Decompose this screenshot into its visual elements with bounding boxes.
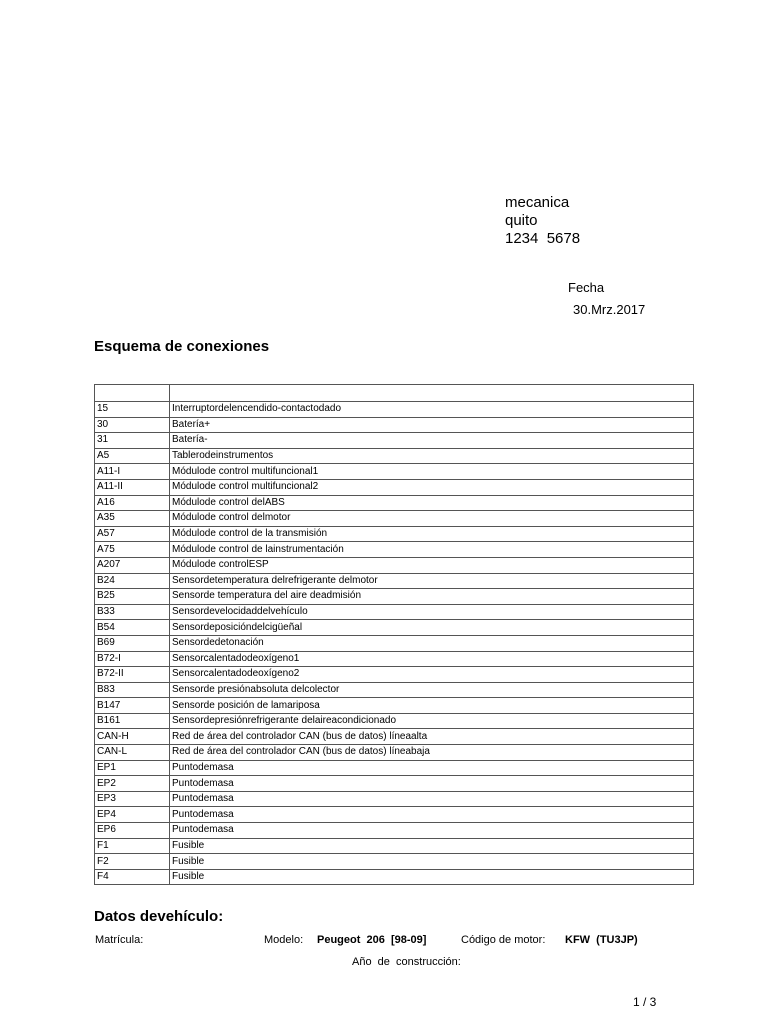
table-header-row: [95, 385, 694, 402]
component-description: Módulode control multifuncional2: [170, 479, 694, 495]
component-description: Módulode controlESP: [170, 557, 694, 573]
component-code: EP1: [95, 760, 170, 776]
table-header-cell: [95, 385, 170, 402]
component-description: Sensorcalentadodeoxígeno1: [170, 651, 694, 667]
component-code: A16: [95, 495, 170, 511]
component-code: B25: [95, 589, 170, 605]
component-description: Sensorde presiónabsoluta delcolector: [170, 682, 694, 698]
component-code: B24: [95, 573, 170, 589]
table-row: [95, 729, 694, 745]
component-code: B161: [95, 713, 170, 729]
component-description: Puntodemasa: [170, 823, 694, 839]
component-description: Interruptordelencendido-contactodado: [170, 402, 694, 418]
component-description: Módulode control delmotor: [170, 511, 694, 527]
table-row: [95, 402, 694, 418]
table-row: [95, 698, 694, 714]
motor-value: KFW (TU3JP): [565, 934, 638, 946]
component-description: Sensordepresiónrefrigerante delaireacondicionado: [170, 713, 694, 729]
component-code: B147: [95, 698, 170, 714]
vehicle-data-title: Datos devehículo:: [94, 908, 224, 925]
component-code: B33: [95, 604, 170, 620]
city: quito: [505, 212, 538, 229]
table-row: [95, 838, 694, 854]
component-description: Fusible: [170, 869, 694, 885]
component-description: Batería+: [170, 417, 694, 433]
table-row: [95, 651, 694, 667]
component-code: EP2: [95, 776, 170, 792]
component-code: F2: [95, 854, 170, 870]
component-description: Módulode control de lainstrumentación: [170, 542, 694, 558]
component-code: CAN-H: [95, 729, 170, 745]
component-code: 31: [95, 433, 170, 449]
component-description: Fusible: [170, 838, 694, 854]
table-row: [95, 526, 694, 542]
date-value: 30.Mrz.2017: [573, 302, 646, 317]
table-row: [95, 807, 694, 823]
table-row: [95, 604, 694, 620]
table-row: [95, 589, 694, 605]
component-code: F1: [95, 838, 170, 854]
component-code: B72-I: [95, 651, 170, 667]
table-row: [95, 635, 694, 651]
table-row: [95, 495, 694, 511]
address-block: [505, 194, 580, 248]
table-row: [95, 417, 694, 433]
component-description: Módulode control de la transmisión: [170, 526, 694, 542]
component-description: Puntodemasa: [170, 807, 694, 823]
component-description: Fusible: [170, 854, 694, 870]
table-row: [95, 869, 694, 885]
component-code: EP6: [95, 823, 170, 839]
anio-label: Año de construcción:: [352, 956, 461, 968]
table-row: [95, 823, 694, 839]
table-row: [95, 557, 694, 573]
component-code: B69: [95, 635, 170, 651]
component-description: Batería-: [170, 433, 694, 449]
component-code: EP3: [95, 791, 170, 807]
table-row: [95, 620, 694, 636]
table-row: [95, 433, 694, 449]
page-number: 1 / 3: [633, 995, 657, 1009]
component-code: B83: [95, 682, 170, 698]
component-code: F4: [95, 869, 170, 885]
table-row: [95, 791, 694, 807]
table-row: [95, 511, 694, 527]
component-description: Tablerodeinstrumentos: [170, 448, 694, 464]
section-title: Esquema de conexiones: [94, 338, 270, 355]
table-row: [95, 464, 694, 480]
table-row: [95, 776, 694, 792]
component-code: A75: [95, 542, 170, 558]
component-description: Sensordetemperatura delrefrigerante delmotor: [170, 573, 694, 589]
table-header-cell: [170, 385, 694, 402]
motor-label: Código de motor:: [461, 934, 546, 946]
component-code: A11-I: [95, 464, 170, 480]
table-row: [95, 682, 694, 698]
component-code: A5: [95, 448, 170, 464]
table-row: [95, 573, 694, 589]
component-code: A207: [95, 557, 170, 573]
component-description: Sensordedetonación: [170, 635, 694, 651]
component-description: Red de área del controlador CAN (bus de datos) líneaalta: [170, 729, 694, 745]
modelo-value: Peugeot 206 [98-09]: [317, 934, 427, 946]
table-row: [95, 854, 694, 870]
table-row: [95, 479, 694, 495]
component-code: A35: [95, 511, 170, 527]
table-row: [95, 713, 694, 729]
component-code: A57: [95, 526, 170, 542]
company-name: mecanica: [505, 194, 570, 211]
table-row: [95, 760, 694, 776]
component-code: A11-II: [95, 479, 170, 495]
component-code: 30: [95, 417, 170, 433]
component-description: Puntodemasa: [170, 760, 694, 776]
component-description: Puntodemasa: [170, 776, 694, 792]
component-code: CAN-L: [95, 745, 170, 761]
component-description: Sensorcalentadodeoxígeno2: [170, 667, 694, 683]
component-description: Sensorde temperatura del aire deadmisión: [170, 589, 694, 605]
component-code: B72-II: [95, 667, 170, 683]
component-description: Red de área del controlador CAN (bus de datos) líneabaja: [170, 745, 694, 761]
component-description: Módulode control delABS: [170, 495, 694, 511]
component-description: Puntodemasa: [170, 791, 694, 807]
component-code: 15: [95, 402, 170, 418]
modelo-label: Modelo:: [264, 934, 304, 946]
date-label: Fecha: [568, 280, 605, 295]
component-description: Sensordevelocidaddelvehículo: [170, 604, 694, 620]
component-code: B54: [95, 620, 170, 636]
phone: 1234 5678: [505, 230, 581, 247]
table-row: [95, 745, 694, 761]
connections-table: [94, 384, 694, 885]
table-row: [95, 667, 694, 683]
table-row: [95, 542, 694, 558]
component-code: EP4: [95, 807, 170, 823]
component-description: Sensordeposicióndelcigüeñal: [170, 620, 694, 636]
component-description: Módulode control multifuncional1: [170, 464, 694, 480]
table-row: [95, 448, 694, 464]
component-description: Sensorde posición de lamariposa: [170, 698, 694, 714]
matricula-label: Matrícula:: [95, 934, 144, 946]
